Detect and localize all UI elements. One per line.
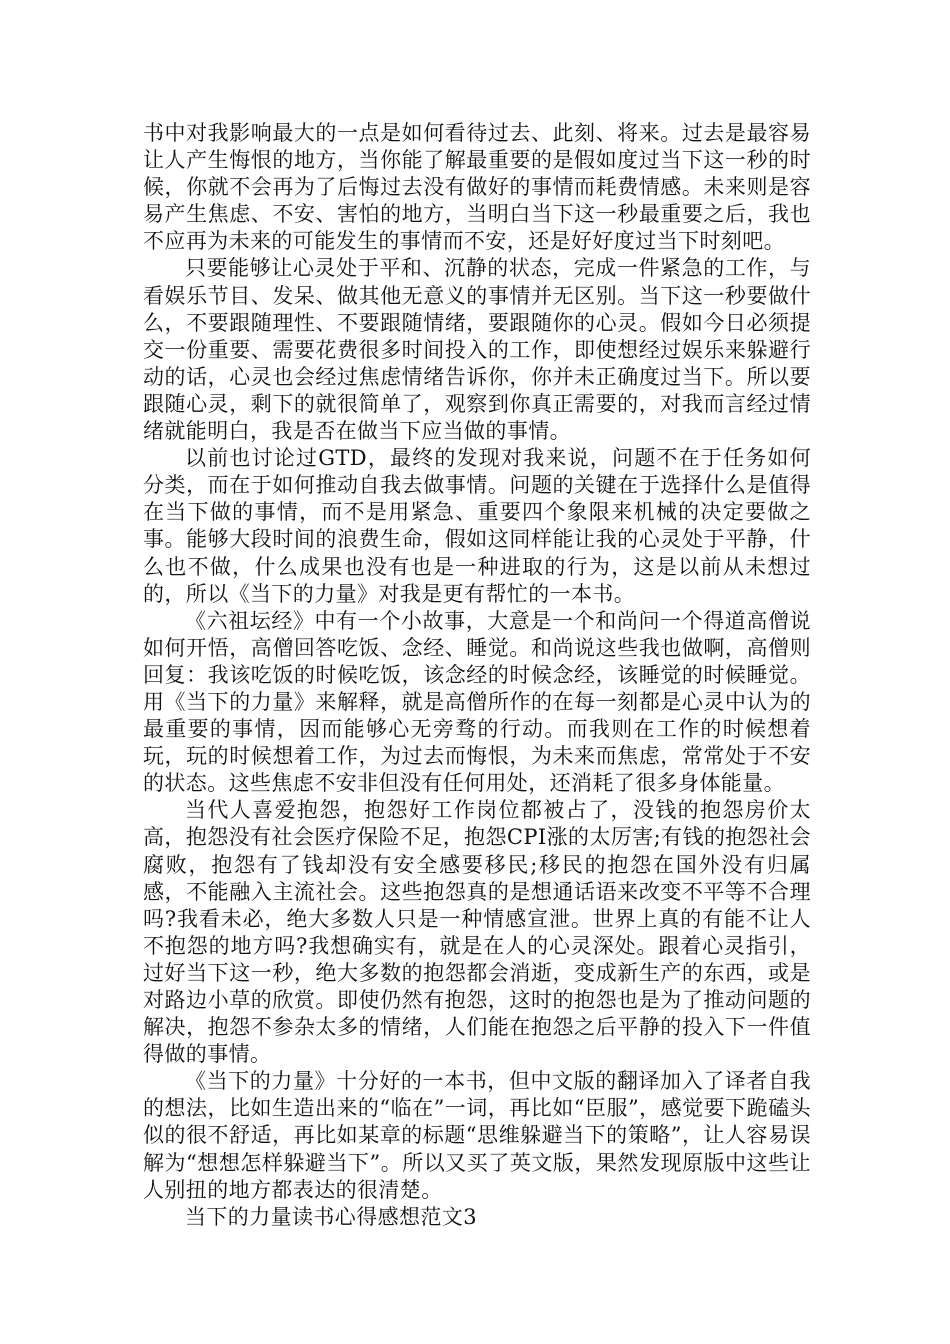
paragraph-2: 只要能够让心灵处于平和、沉静的状态，完成一件紧急的工作，与看娱乐节目、发呆、做其他无意义的事情并无区别。当下这一秒要做什么，不要跟随理性、不要跟随情绪，要跟随你的心灵。假如今日必须提交一份重要、需要花费很多时间投入的工作，即使想经过娱乐来躲避行动的话，心灵也会经过焦虑情绪告诉你，你并未正确度过当下。所以要跟随心灵，剩下的就很简单了，观察到你真正需要的，对我而言经过情绪就能明白，我是否在做当下应当做的事情。 bbox=[143, 256, 811, 444]
paragraph-6: 《当下的力量》十分好的一本书，但中文版的翻译加入了译者自我的想法，比如生造出来的“临在”一词，再比如“臣服”，感觉要下跪磕头似的很不舒适，再比如某章的标题“思维躲避当下的策略”，让人容易误解为“想想怎样躲避当下”。所以又买了英文版，果然发现原版中这些让人别扭的地方都表达的很清楚。 bbox=[143, 1069, 811, 1202]
paragraph-4: 《六祖坛经》中有一个小故事，大意是一个和尚问一个得道高僧说如何开悟，高僧回答吃饭、念经、睡觉。和尚说这些我也做啊，高僧则回复：我该吃饭的时候吃饭，该念经的时候念经，该睡觉的时候睡觉。用《当下的力量》来解释，就是高僧所作的在每一刻都是心灵中认为的最重要的事情，因而能够心无旁骛的行动。而我则在工作的时候想着玩，玩的时候想着工作，为过去而悔恨，为未来而焦虑，常常处于不安的状态。这些焦虑不安非但没有任何用处，还消耗了很多身体能量。 bbox=[143, 608, 811, 796]
paragraph-3: 以前也讨论过GTD，最终的发现对我来说，问题不在于任务如何分类，而在于如何推动自我去做事情。问题的关键在于选择什么是值得在当下做的事情，而不是用紧急、重要四个象限来机械的决定要做之事。能够大段时间的浪费生命，假如这同样能让我的心灵处于平静，什么也不做，什么成果也没有也是一种进取的行为，这是以前从未想过的，所以《当下的力量》对我是更有帮忙的一本书。 bbox=[143, 446, 811, 606]
paragraph-1: 书中对我影响最大的一点是如何看待过去、此刻、将来。过去是最容易让人产生悔恨的地方，当你能了解最重要的是假如度过当下这一秒的时候，你就不会再为了后悔过去没有做好的事情而耗费情感。未来则是容易产生焦虑、不安、害怕的地方，当明白当下这一秒最重要之后，我也不应再为未来的可能发生的事情而不安，还是好好度过当下时刻吧。 bbox=[143, 121, 811, 254]
section-heading: 当下的力量读书心得感想范文3 bbox=[185, 1204, 477, 1229]
document-body bbox=[143, 120, 811, 1231]
paragraph-5: 当代人喜爱抱怨，抱怨好工作岗位都被占了，没钱的抱怨房价太高，抱怨没有社会医疗保险不足，抱怨CPI涨的太厉害;有钱的抱怨社会腐败，抱怨有了钱却没有安全感要移民;移民的抱怨在国外没有归属感，不能融入主流社会。这些抱怨真的是想通话语来改变不平等不合理吗?我看未必，绝大多数人只是一种情感宣泄。世界上真的有能不让人不抱怨的地方吗?我想确实有，就是在人的心灵深处。跟着心灵指引，过好当下这一秒，绝大多数的抱怨都会消逝，变成新生产的东西，或是对路边小草的欣赏。即使仍然有抱怨，这时的抱怨也是为了推动问题的解决，抱怨不参杂太多的情绪，人们能在抱怨之后平静的投入下一件值得做的事情。 bbox=[143, 798, 811, 1067]
